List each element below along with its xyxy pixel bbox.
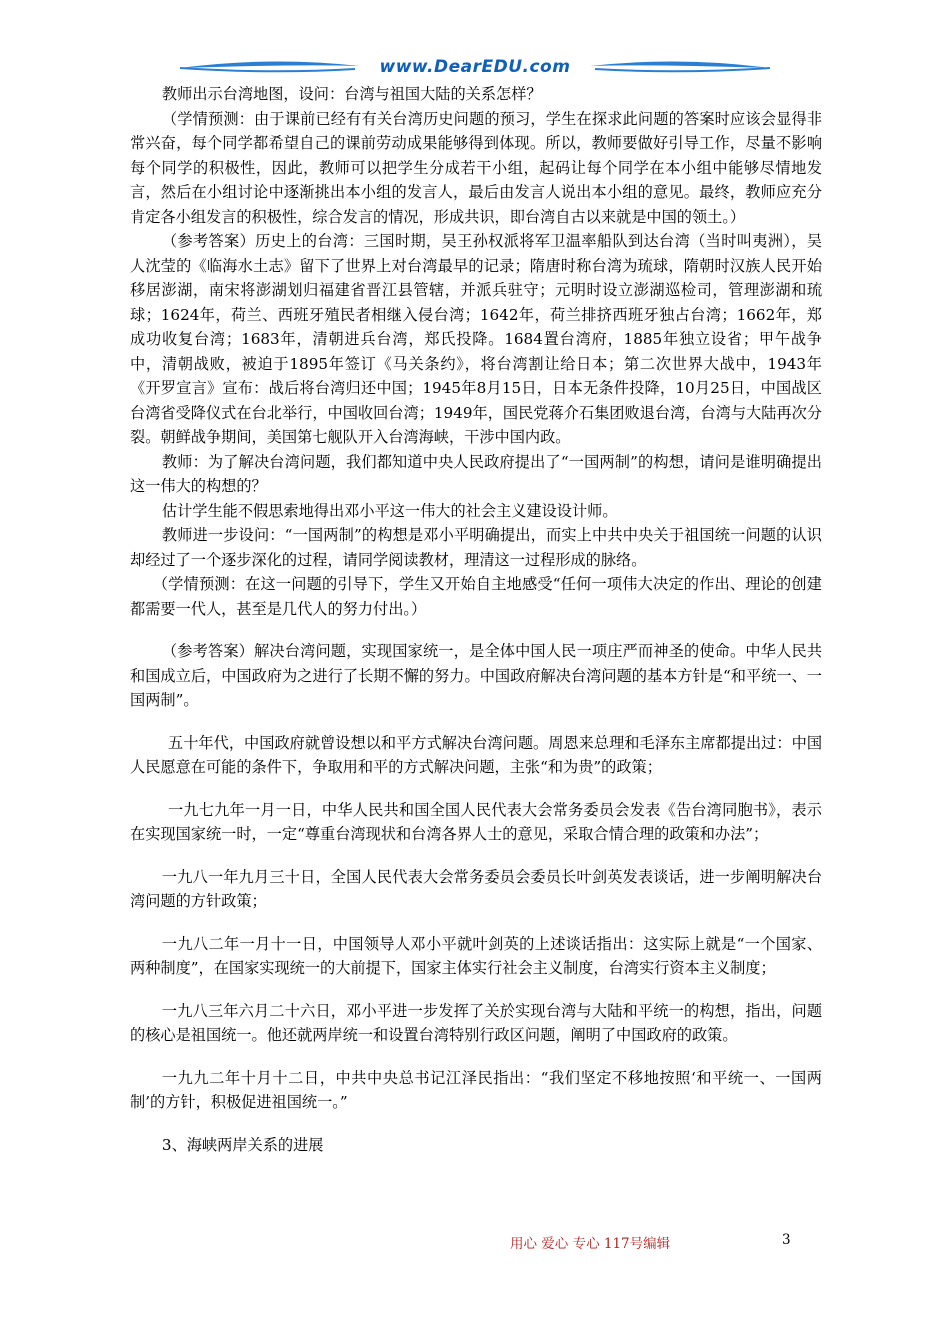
- paragraph: 教师出示台湾地图，设问：台湾与祖国大陆的关系怎样？: [161, 85, 542, 103]
- document-body: [130, 82, 822, 1157]
- site-url: www.DearEDU.com: [379, 57, 571, 77]
- paragraph: （参考答案）解决台湾问题，实现国家统一，是全体中国人民一项庄严而神圣的使命。中华人民共和国成立后，中国政府为之进行了长期不懈的努力。中国政府解决台湾问题的基本方针是“和平统一、一国两制”。: [130, 642, 822, 709]
- paragraph: 一九九二年十月十二日，中共中央总书记江泽民指出：“我们坚定不移地按照‘和平统一、一国两制’的方针，积极促进祖国统一。”: [130, 1068, 822, 1111]
- paragraph: 五十年代，中国政府就曾设想以和平方式解决台湾问题。周恩来总理和毛泽东主席都提出过：中国人民愿意在可能的条件下，争取用和平的方式解决问题，主张“和为贵”的政策；: [130, 733, 822, 776]
- paragraph: 一九七九年一月一日，中华人民共和国全国人民代表大会常务委员会发表《告台湾同胞书》，表示在实现国家统一时，一定“尊重台湾现状和台湾各界人士的意见，采取合情合理的政策和办法”；: [130, 800, 822, 843]
- paragraph: 教师：为了解决台湾问题，我们都知道中央人民政府提出了“一国两制”的构想，请问是谁明确提出这一伟大的构想的？: [130, 452, 822, 495]
- paragraph: 教师进一步设问：“一国两制”的构想是邓小平明确提出，而实上中共中央关于祖国统一问题的认识却经过了一个逐步深化的过程，请同学阅读教材，理清这一过程形成的脉络。: [130, 526, 822, 569]
- page-number: 3: [782, 1232, 791, 1248]
- paragraph: 一九八一年九月三十日，全国人民代表大会常务委员会委员长叶剑英发表谈话，进一步阐明解决台湾问题的方针政策；: [130, 867, 822, 910]
- paragraph: （学情预测：在这一问题的引导下，学生又开始自主地感受“任何一项伟大决定的作出、理论的创建都需要一代人，甚至是几代人的努力付出。）: [130, 575, 822, 618]
- paragraph: 一九八三年六月二十六日，邓小平进一步发挥了关於实现台湾与大陆和平统一的构想，指出，问题的核心是祖国统一。他还就两岸统一和设置台湾特别行政区问题，阐明了中国政府的政策。: [130, 1001, 822, 1044]
- page-header: [180, 52, 770, 84]
- paragraph: （参考答案）历史上的台湾：三国时期，吴王孙权派将军卫温率船队到达台湾（当时叫夷洲），吴人沈莹的《临海水土志》留下了世界上对台湾最早的记录；隋唐时称台湾为琉球，隋朝时汉族人民开始移居澎湖，南宋将澎湖划归福建省晋江县管辖，并派兵驻守；元明时设立澎湖巡检司，管理澎湖和琉球；1624年，荷兰、西班牙殖民者相继入侵台湾；1642年，荷兰排挤西班牙独占台湾；1662年，郑成功收复台湾；1683年，清朝进兵台湾，郑氏投降。1684置台湾府，1885年独立设省；甲午战争中，清朝战败，被迫于1895年签订《马关条约》，将台湾割让给日本；第二次世界大战中，1943年《开罗宣言》宣布：战后将台湾归还中国；1945年8月15日，日本无条件投降，10月25日，中国战区台湾省受降仪式在台北举行，中国收回台湾；1949年，国民党蒋介石集团败退台湾，台湾与大陆再次分裂。朝鲜战争期间，美国第七舰队开入台湾海峡，干涉中国内政。: [130, 232, 822, 446]
- footer-text: 用心 爱心 专心 117号编辑: [510, 1236, 671, 1252]
- section-heading: 3、海峡两岸关系的进展: [161, 1135, 324, 1154]
- paragraph: （学情预测：由于课前已经有有关台湾历史问题的预习，学生在探求此问题的答案时应该会显得非常兴奋，每个同学都希望自己的课前劳动成果能够得到体现。所以，教师要做好引导工作，尽量不影响每个同学的积极性，因此，教师可以把学生分成若干小组，起码让每个同学在本小组中能够尽情地发言，然后在小组讨论中逐渐挑出本小组的发言人，最后由发言人说出本小组的意见。最终，教师应充分肯定各小组发言的积极性，综合发言的情况，形成共识，即台湾自古以来就是中国的领土。）: [130, 109, 822, 226]
- paragraph: 估计学生能不假思索地得出邓小平这一伟大的社会主义建设设计师。: [161, 501, 618, 520]
- paragraph: 一九八二年一月十一日，中国领导人邓小平就叶剑英的上述谈话指出：这实际上就是“一个国家、两种制度”，在国家实现统一的大前提下，国家主体实行社会主义制度，台湾实行资本主义制度；: [130, 934, 822, 977]
